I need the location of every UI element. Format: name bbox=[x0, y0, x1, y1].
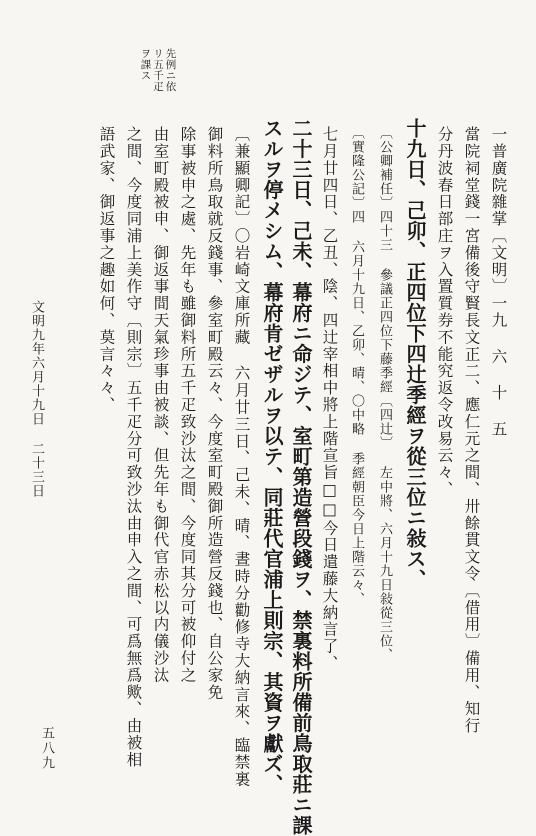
text-column: 由室町殿被申、御返事間天氣珍事由被談、但先年も御代官赤松以内儀沙汰 bbox=[151, 126, 170, 684]
entry-heading-column: 一普廣院雜掌〔文明〕一九 六 十 五 bbox=[489, 126, 508, 438]
margin-note-line: ヲ課ス bbox=[139, 48, 152, 81]
margin-note bbox=[140, 48, 176, 92]
text-column: 語武家、御返事之趣如何、莫言々々、 bbox=[97, 126, 116, 414]
text-column: 當院祠堂錢一宮備後守賢長文正二、應仁元之間、卅餘貫文令〔借用〕備用、知行 bbox=[462, 126, 481, 735]
text-column: 除事被申之處、先年も雖御料所五千疋致沙汰之間、今度同其分可被仰付之 bbox=[178, 126, 197, 684]
text-column: 御料所鳥取就反錢事、參室町殿云々、今度室町殿御所造營反錢也、自公家免 bbox=[205, 126, 224, 701]
text-column: 七月廿四日、乙丑、陰、四辻宰相中將上階宣旨□□今日遣藤大納言了、 bbox=[320, 126, 339, 672]
margin-note-line: 先例ニ依 bbox=[164, 48, 177, 92]
margin-note-line: リ五千疋 bbox=[152, 48, 164, 92]
page-number: 五八九 bbox=[39, 726, 54, 771]
running-date: 文明九年六月十九日 二十三日 bbox=[29, 300, 44, 498]
event-heading-column: 二十三日、己未、幕府ニ命ジテ、室町第造營段錢ヲ、禁裏料所備前鳥取莊ニ課 bbox=[289, 118, 313, 836]
text-column: 之間、今度同浦上美作守〔則宗〕五千疋分可致沙汰由申入之間、可爲無爲歟、由被相 bbox=[124, 126, 143, 769]
text-column: 分丹波春日部庄ヲ入置質券不能究返令改易云々、 bbox=[435, 126, 454, 498]
event-heading-column: スルヲ停メシム、幕府肯ゼザルヲ以テ、同莊代官浦上則宗、其資ヲ獻ズ、 bbox=[260, 118, 284, 795]
source-column: 〔公卿補任〕四十三 參議正四位下藤季經〔四辻〕 左中將、六月十九日敍從三位、 bbox=[377, 126, 392, 662]
event-heading-column: 十九日、己卯、正四位下四辻季經ヲ從三位ニ敍ス、 bbox=[403, 118, 427, 590]
source-column: 〔兼顯卿記〕〇岩崎文庫所藏 六月廿三日、己未、晴、晝時分勸修寺大納言來、臨禁裏 bbox=[232, 126, 251, 788]
source-column: 〔實隆公記〕四 六月十九日、乙卯、晴、〇中略 季經朝臣今日上階云々、 bbox=[349, 126, 364, 606]
